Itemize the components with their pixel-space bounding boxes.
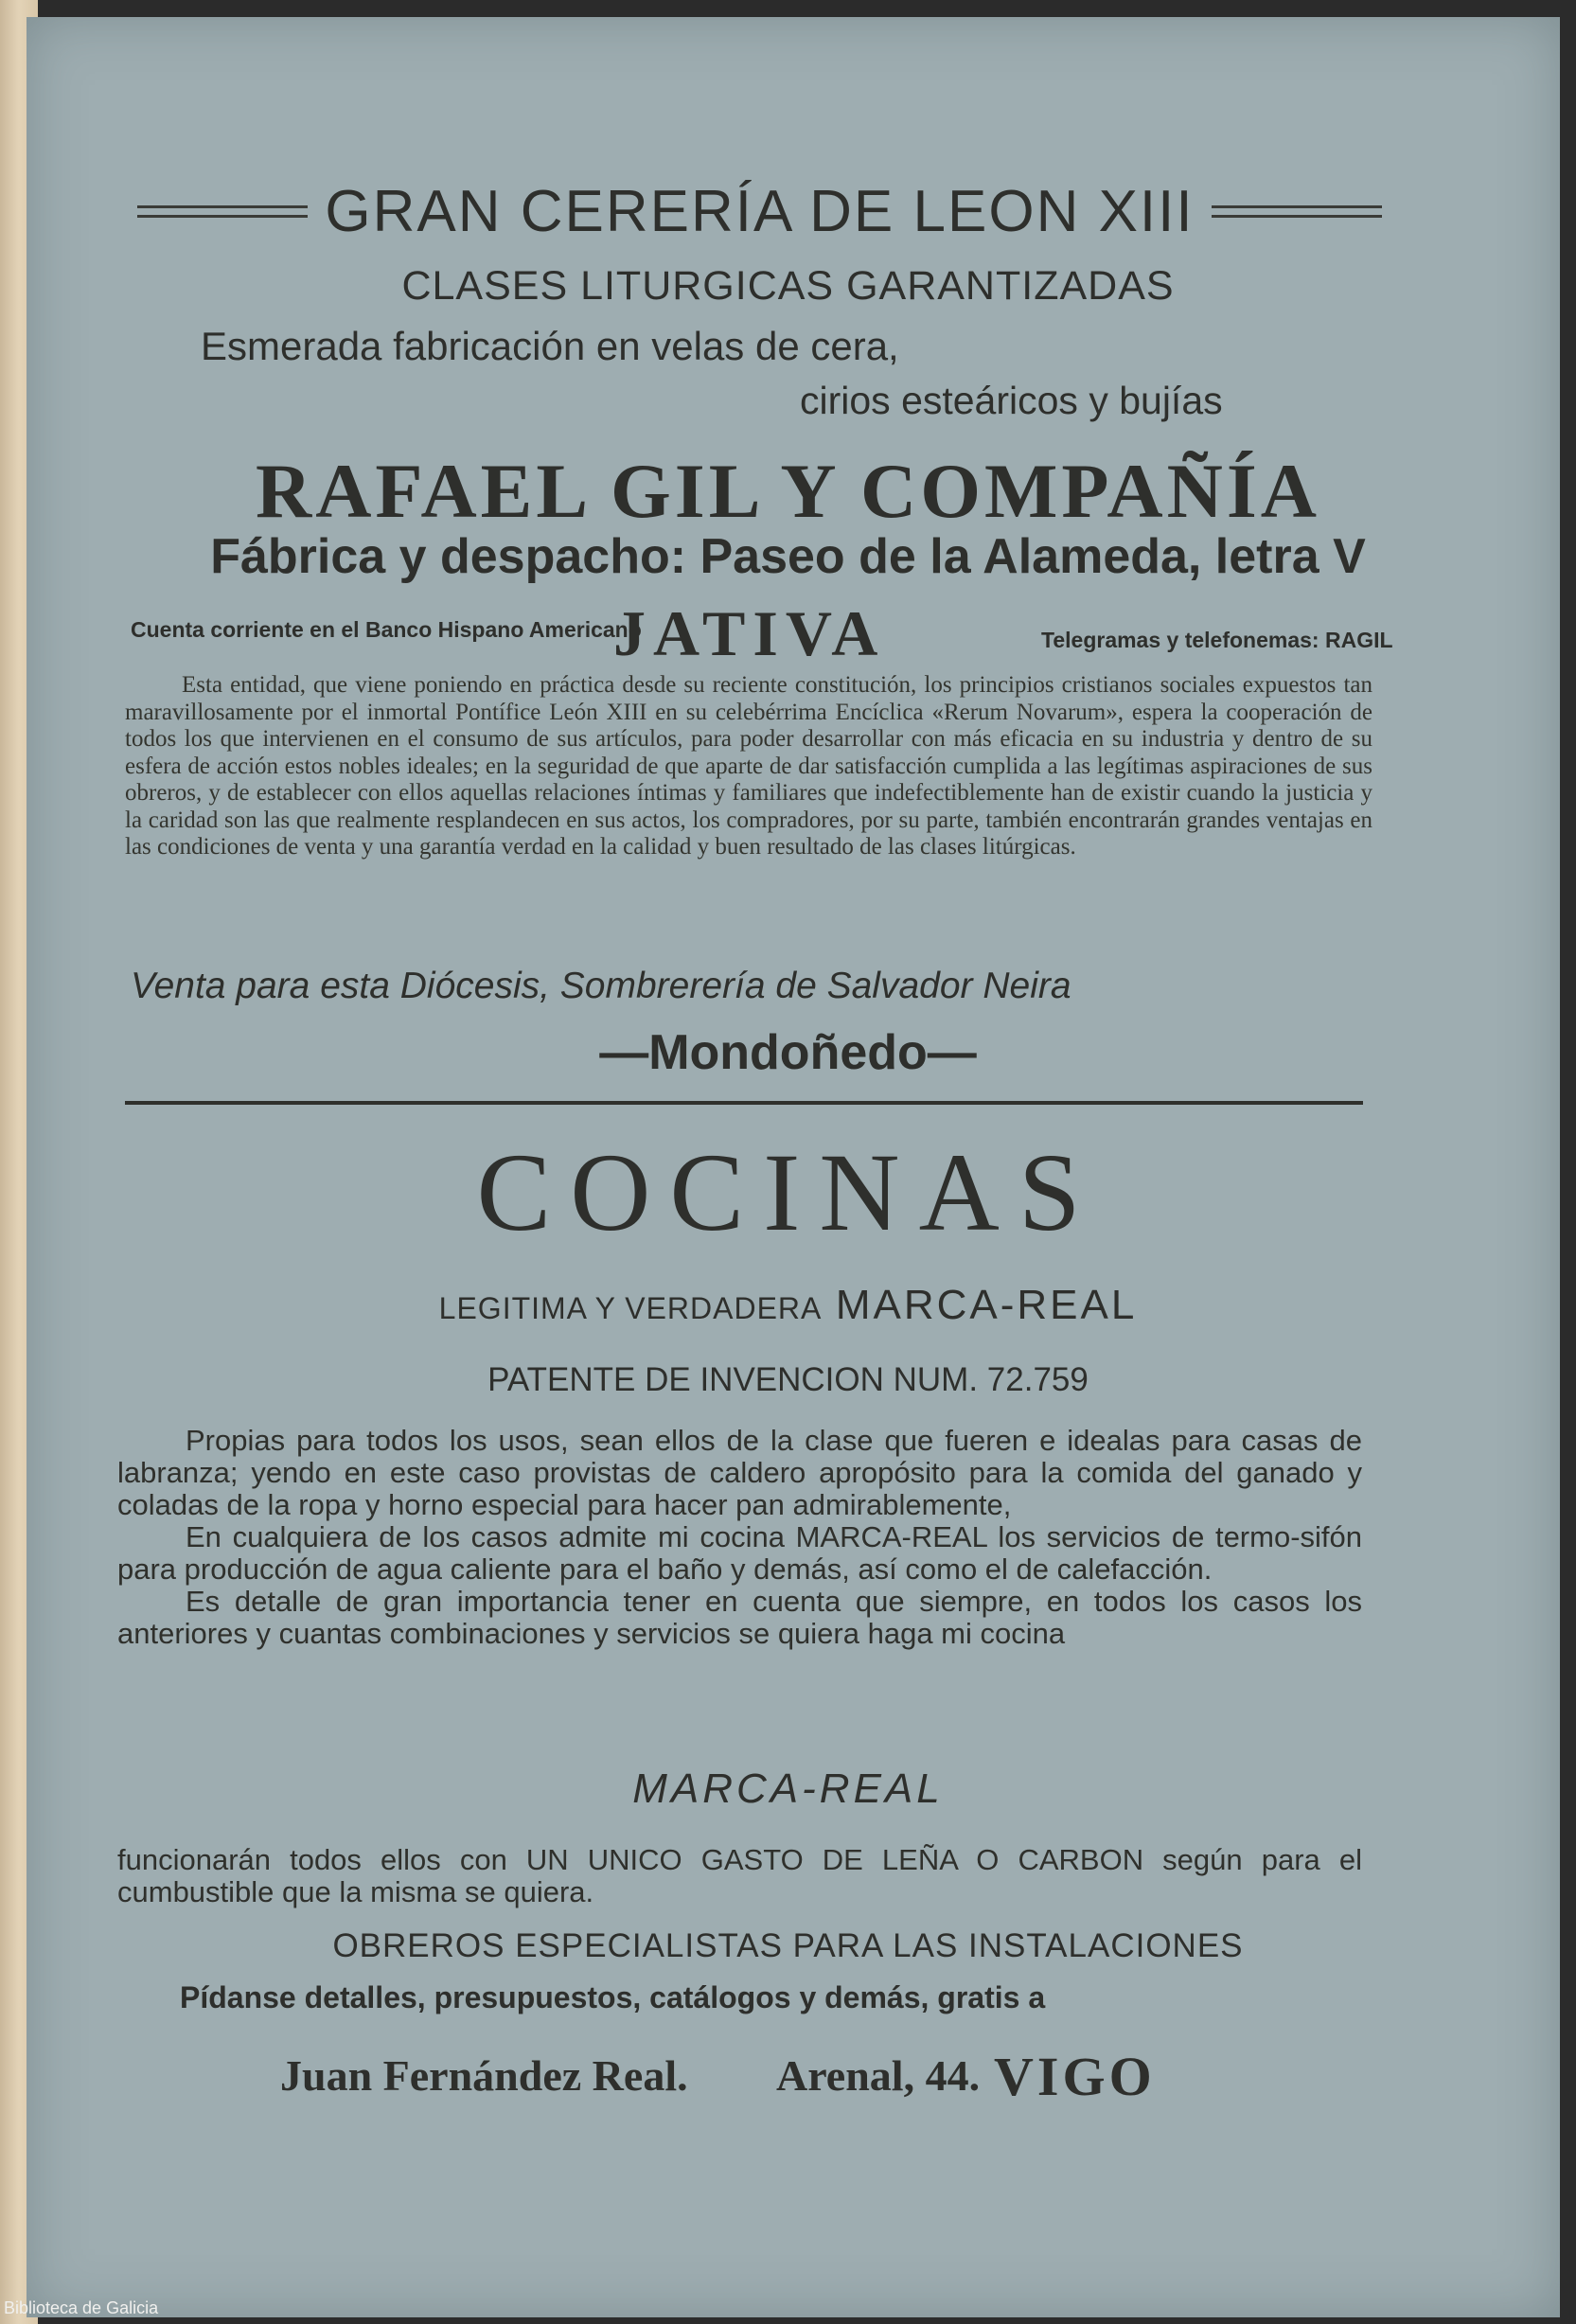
ad2-workers: OBREROS ESPECIALISTAS PARA LAS INSTALACIONES xyxy=(332,1927,1244,1964)
ad1-line2: cirios esteáricos y bujías xyxy=(800,379,1223,422)
ad2-paragraph-2: En cualquiera de los casos admite mi cocina MARCA-REAL los servicios de termo-sifón para producción de agua caliente para el baño y demás, así como el de calefacción. xyxy=(117,1520,1362,1586)
ad2-brand-prefix: LEGITIMA Y VERDADERA xyxy=(438,1291,823,1325)
ad1-town: —Mondoñedo— xyxy=(599,1025,977,1080)
ad1-title-row xyxy=(137,178,1382,244)
ad2-title: COCINAS xyxy=(476,1130,1100,1254)
left-double-rule xyxy=(137,205,308,218)
ad2-request: Pídanse detalles, presupuestos, catálogos y demás, gratis a xyxy=(180,1980,1046,2014)
ad2-paragraph-4: funcionarán todos ellos con UN UNICO GASTO DE LEÑA O CARBON según para el cumbustible que la misma se quiera. xyxy=(117,1843,1362,1908)
ad2-name: Juan Fernández Real. xyxy=(280,2051,688,2100)
ad2-patent: PATENTE DE INVENCION NUM. 72.759 xyxy=(487,1361,1089,1398)
ad1-company: RAFAEL GIL Y COMPAÑÍA xyxy=(256,448,1320,534)
ad1-sale: Venta para esta Diócesis, Sombrerería de Salvador Neira xyxy=(131,966,1071,1006)
ad2-paragraphs xyxy=(117,1425,1362,1650)
ad1-address: Fábrica y despacho: Paseo de la Alameda, letra V xyxy=(210,529,1366,584)
ad1-city: JATIVA xyxy=(613,597,886,669)
ad2-paragraph-1: Propias para todos los usos, sean ellos de la clase que fueren e idealas para casas de labranza; yendo en este caso provistas de caldero apropósito para la comida del ganado y coladas de la ropa y horno especial para hacer pan admirablemente, xyxy=(117,1424,1362,1521)
ad2-brand-center: MARCA-REAL xyxy=(632,1765,944,1812)
ad1-title: GRAN CERERÍA DE LEON XIII xyxy=(325,178,1195,244)
ad2-city: VIGO xyxy=(994,2046,1156,2107)
ad1-line1: Esmerada fabricación en velas de cera, xyxy=(201,324,899,368)
ad2-paragraph-3: Es detalle de gran importancia tener en cuenta que siempre, en todos los casos los anteriores y cuantas combinaciones y servicios se quiera haga mi cocina xyxy=(117,1585,1362,1650)
ad2-brand: MARCA-REAL xyxy=(835,1282,1138,1328)
watermark-label: Biblioteca de Galicia xyxy=(4,2298,159,2317)
separator-rule xyxy=(125,1101,1363,1105)
right-double-rule xyxy=(1212,205,1382,218)
ad1-bank: Cuenta corriente en el Banco Hispano Americano xyxy=(131,617,642,642)
ad1-body: Esta entidad, que viene poniendo en práctica desde su reciente constitución, los principios cristianos sociales expuestos tan maravillosamente por el inmortal Pontífice León XIII en su celebérrima Encíclica «Rerum Novarum», espera la cooperación de todos los que intervienen en el consumo de sus artículos, para poder desarrollar con más eficacia en su industria y dentro de su esfera de acción estos nobles ideales; en la seguridad de que aparte de dar satisfacción cumplida a las legítimas aspiraciones de sus obreros, y de establecer con ellos aquellas relaciones íntimas y familiares que indefectiblemente han de existir cuando la justicia y la caridad son las que realmente resplandecen en sus actos, los compradores, por su parte, también encontrarán grandes ventajas en las condiciones de venta y una garantía verdad en la calidad y buen resultado de las clases litúrgicas. xyxy=(125,672,1372,860)
ad2-brand-line xyxy=(0,1282,1576,1329)
ad2-street: Arenal, 44. xyxy=(776,2051,981,2100)
ad1-subtitle: CLASES LITURGICAS GARANTIZADAS xyxy=(401,263,1175,309)
ad1-telegrams: Telegramas y telefonemas: RAGIL xyxy=(1041,628,1393,652)
